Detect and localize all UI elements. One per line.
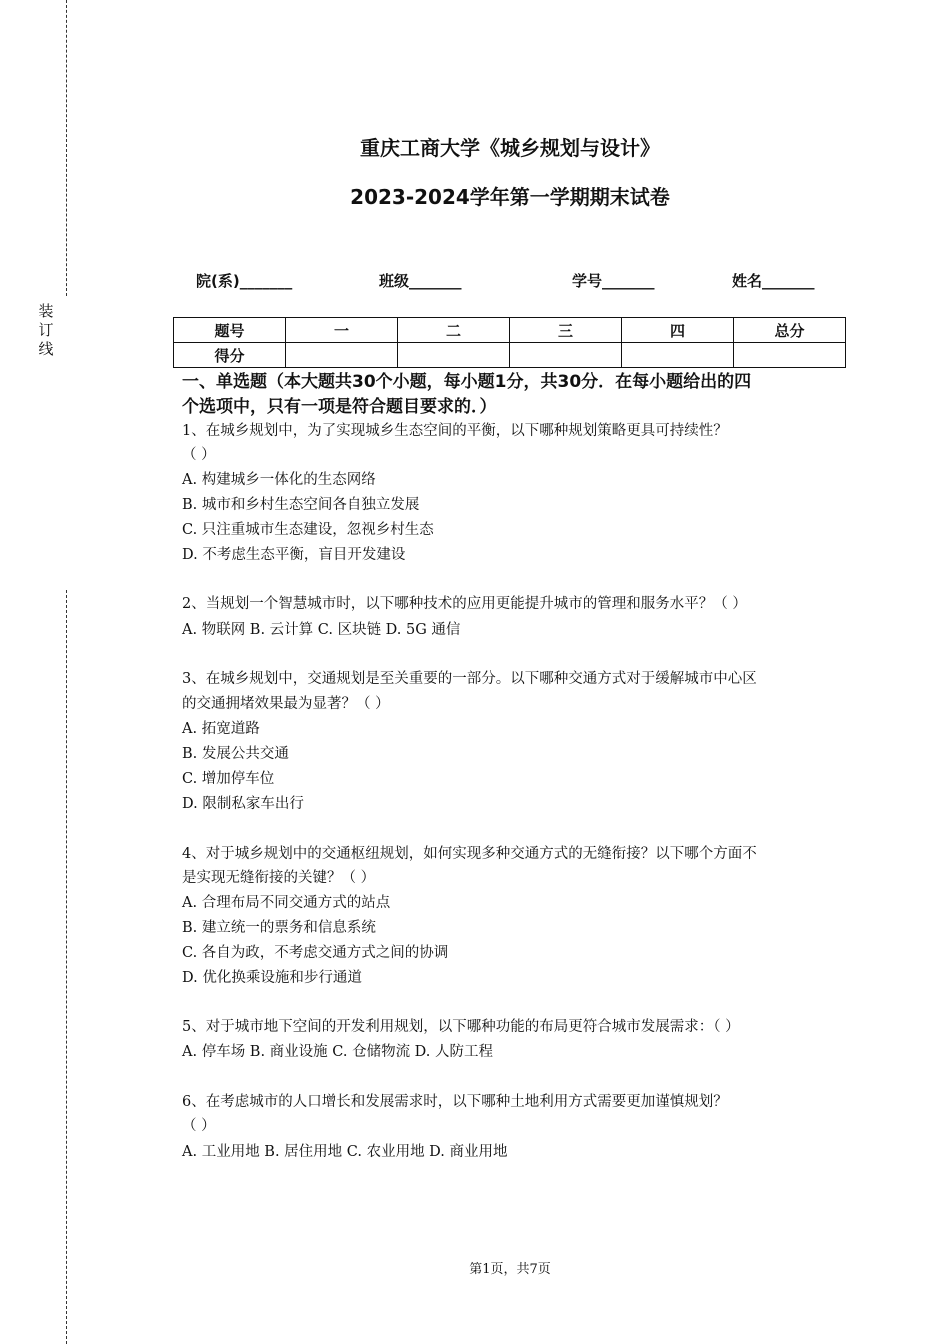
page-number: 第1页，共7页 — [469, 1262, 551, 1277]
binding-char: 订 — [38, 321, 54, 339]
exam-title: 重庆工商大学《城乡规划与设计》 — [360, 136, 660, 160]
binding-line-bottom — [66, 590, 67, 1344]
question-6-stem: 6、在考虑城市的人口增长和发展需求时，以下哪种土地利用方式需要更加谨慎规划？ — [182, 1094, 728, 1110]
score-table-score-row — [174, 343, 846, 368]
name-field: 姓名_______ — [732, 272, 815, 290]
question-1-option-a: A. 构建城乡一体化的生态网络 — [182, 472, 376, 488]
question-1-stem: 1、在城乡规划中，为了实现城乡生态空间的平衡，以下哪种规划策略更具可持续性？ — [182, 423, 728, 439]
score-header-cell: 题号 — [174, 318, 286, 343]
score-header-cell: 总分 — [734, 318, 846, 343]
section-header — [182, 370, 842, 420]
department-field: 院(系)_______ — [196, 272, 293, 290]
question-3-stem: 3、在城乡规划中，交通规划是至关重要的一部分。以下哪种交通方式对于缓解城市中心区 — [182, 671, 757, 687]
exam-subtitle: 2023-2024学年第一学期期末试卷 — [350, 185, 670, 209]
question-4-option-b: B. 建立统一的票务和信息系统 — [182, 920, 376, 936]
question-4-option-a: A. 合理布局不同交通方式的站点 — [182, 895, 391, 911]
score-header-cell: 二 — [398, 318, 510, 343]
score-table — [173, 317, 846, 368]
question-3-option-b: B. 发展公共交通 — [182, 746, 289, 762]
question-4-stem: 4、对于城乡规划中的交通枢纽规划，如何实现多种交通方式的无缝衔接？以下哪个方面不 — [182, 846, 757, 862]
question-6-options: A. 工业用地 B. 居住用地 C. 农业用地 D. 商业用地 — [182, 1144, 508, 1160]
score-header-cell: 三 — [510, 318, 622, 343]
class-field: 班级_______ — [379, 272, 462, 290]
score-cell[interactable] — [622, 343, 734, 368]
question-1-option-d: D. 不考虑生态平衡，盲目开发建设 — [182, 547, 406, 563]
question-1-option-c: C. 只注重城市生态建设，忽视乡村生态 — [182, 522, 434, 538]
section-header-line: 个选项中，只有一项是符合题目要求的．） — [182, 397, 497, 417]
question-3-option-a: A. 拓宽道路 — [182, 721, 260, 737]
question-6-bracket: （ ） — [182, 1118, 216, 1134]
score-header-cell: 一 — [286, 318, 398, 343]
question-1-option-b: B. 城市和乡村生态空间各自独立发展 — [182, 497, 420, 513]
question-4-option-c: C. 各自为政，不考虑交通方式之间的协调 — [182, 945, 449, 961]
question-3-option-c: C. 增加停车位 — [182, 771, 275, 787]
score-header-cell: 四 — [622, 318, 734, 343]
score-cell[interactable] — [510, 343, 622, 368]
question-1-bracket: （ ） — [182, 447, 216, 463]
score-cell[interactable] — [734, 343, 846, 368]
question-2-options: A. 物联网 B. 云计算 C. 区块链 D. 5G 通信 — [182, 622, 461, 638]
binding-char: 装 — [38, 302, 54, 320]
question-5-options: A. 停车场 B. 商业设施 C. 仓储物流 D. 人防工程 — [182, 1044, 494, 1060]
score-table-header-row — [174, 318, 846, 343]
score-cell[interactable] — [286, 343, 398, 368]
question-4-stem-cont: 是实现无缝衔接的关键？（ ） — [182, 870, 376, 886]
binding-char: 线 — [38, 340, 54, 358]
student-id-field: 学号_______ — [572, 272, 655, 290]
question-2-stem: 2、当规划一个智慧城市时，以下哪种技术的应用更能提升城市的管理和服务水平？（ ） — [182, 596, 747, 612]
score-row-label: 得分 — [174, 343, 286, 368]
question-3-stem-cont: 的交通拥堵效果最为显著？（ ） — [182, 696, 390, 712]
question-3-option-d: D. 限制私家车出行 — [182, 796, 304, 812]
score-cell[interactable] — [398, 343, 510, 368]
question-5-stem: 5、对于城市地下空间的开发利用规划，以下哪种功能的布局更符合城市发展需求：（ ） — [182, 1019, 740, 1035]
question-4-option-d: D. 优化换乘设施和步行通道 — [182, 970, 362, 986]
binding-label — [36, 302, 56, 359]
section-header-line: 一、单选题（本大题共30个小题，每小题1分，共30分．在每小题给出的四 — [182, 372, 752, 392]
